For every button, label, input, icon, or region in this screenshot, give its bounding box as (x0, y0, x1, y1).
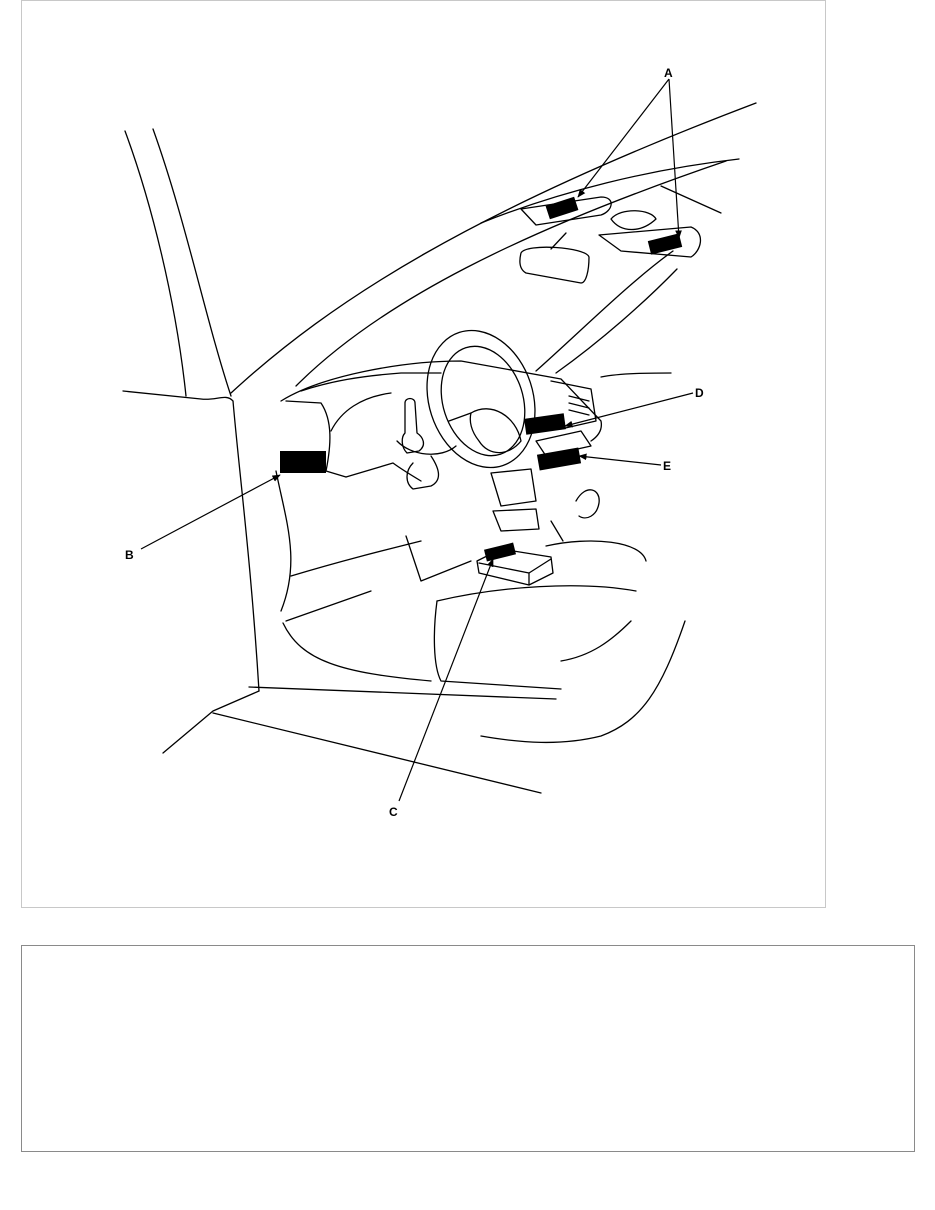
component-location-diagram (22, 1, 827, 909)
leader-e (579, 456, 661, 465)
leader-a-right (669, 79, 679, 238)
marker-e (537, 447, 581, 470)
marker-b (280, 451, 326, 473)
leader-d (565, 393, 693, 426)
caption-box (21, 945, 915, 1152)
callout-label-d: D (695, 386, 704, 400)
callout-label-a: A (664, 66, 673, 80)
leader-b (141, 475, 280, 549)
callout-label-b: B (125, 548, 134, 562)
callout-markers (125, 66, 704, 819)
marker-c (484, 543, 516, 562)
marker-a-left (546, 197, 579, 220)
leader-a-left (578, 79, 669, 197)
vehicle-interior-drawing (123, 103, 756, 793)
figure-frame (21, 0, 826, 908)
marker-d (524, 413, 566, 434)
marker-a-right (648, 233, 682, 254)
leader-c (399, 559, 493, 801)
callout-label-c: C (389, 805, 398, 819)
callout-label-e: E (663, 459, 672, 473)
